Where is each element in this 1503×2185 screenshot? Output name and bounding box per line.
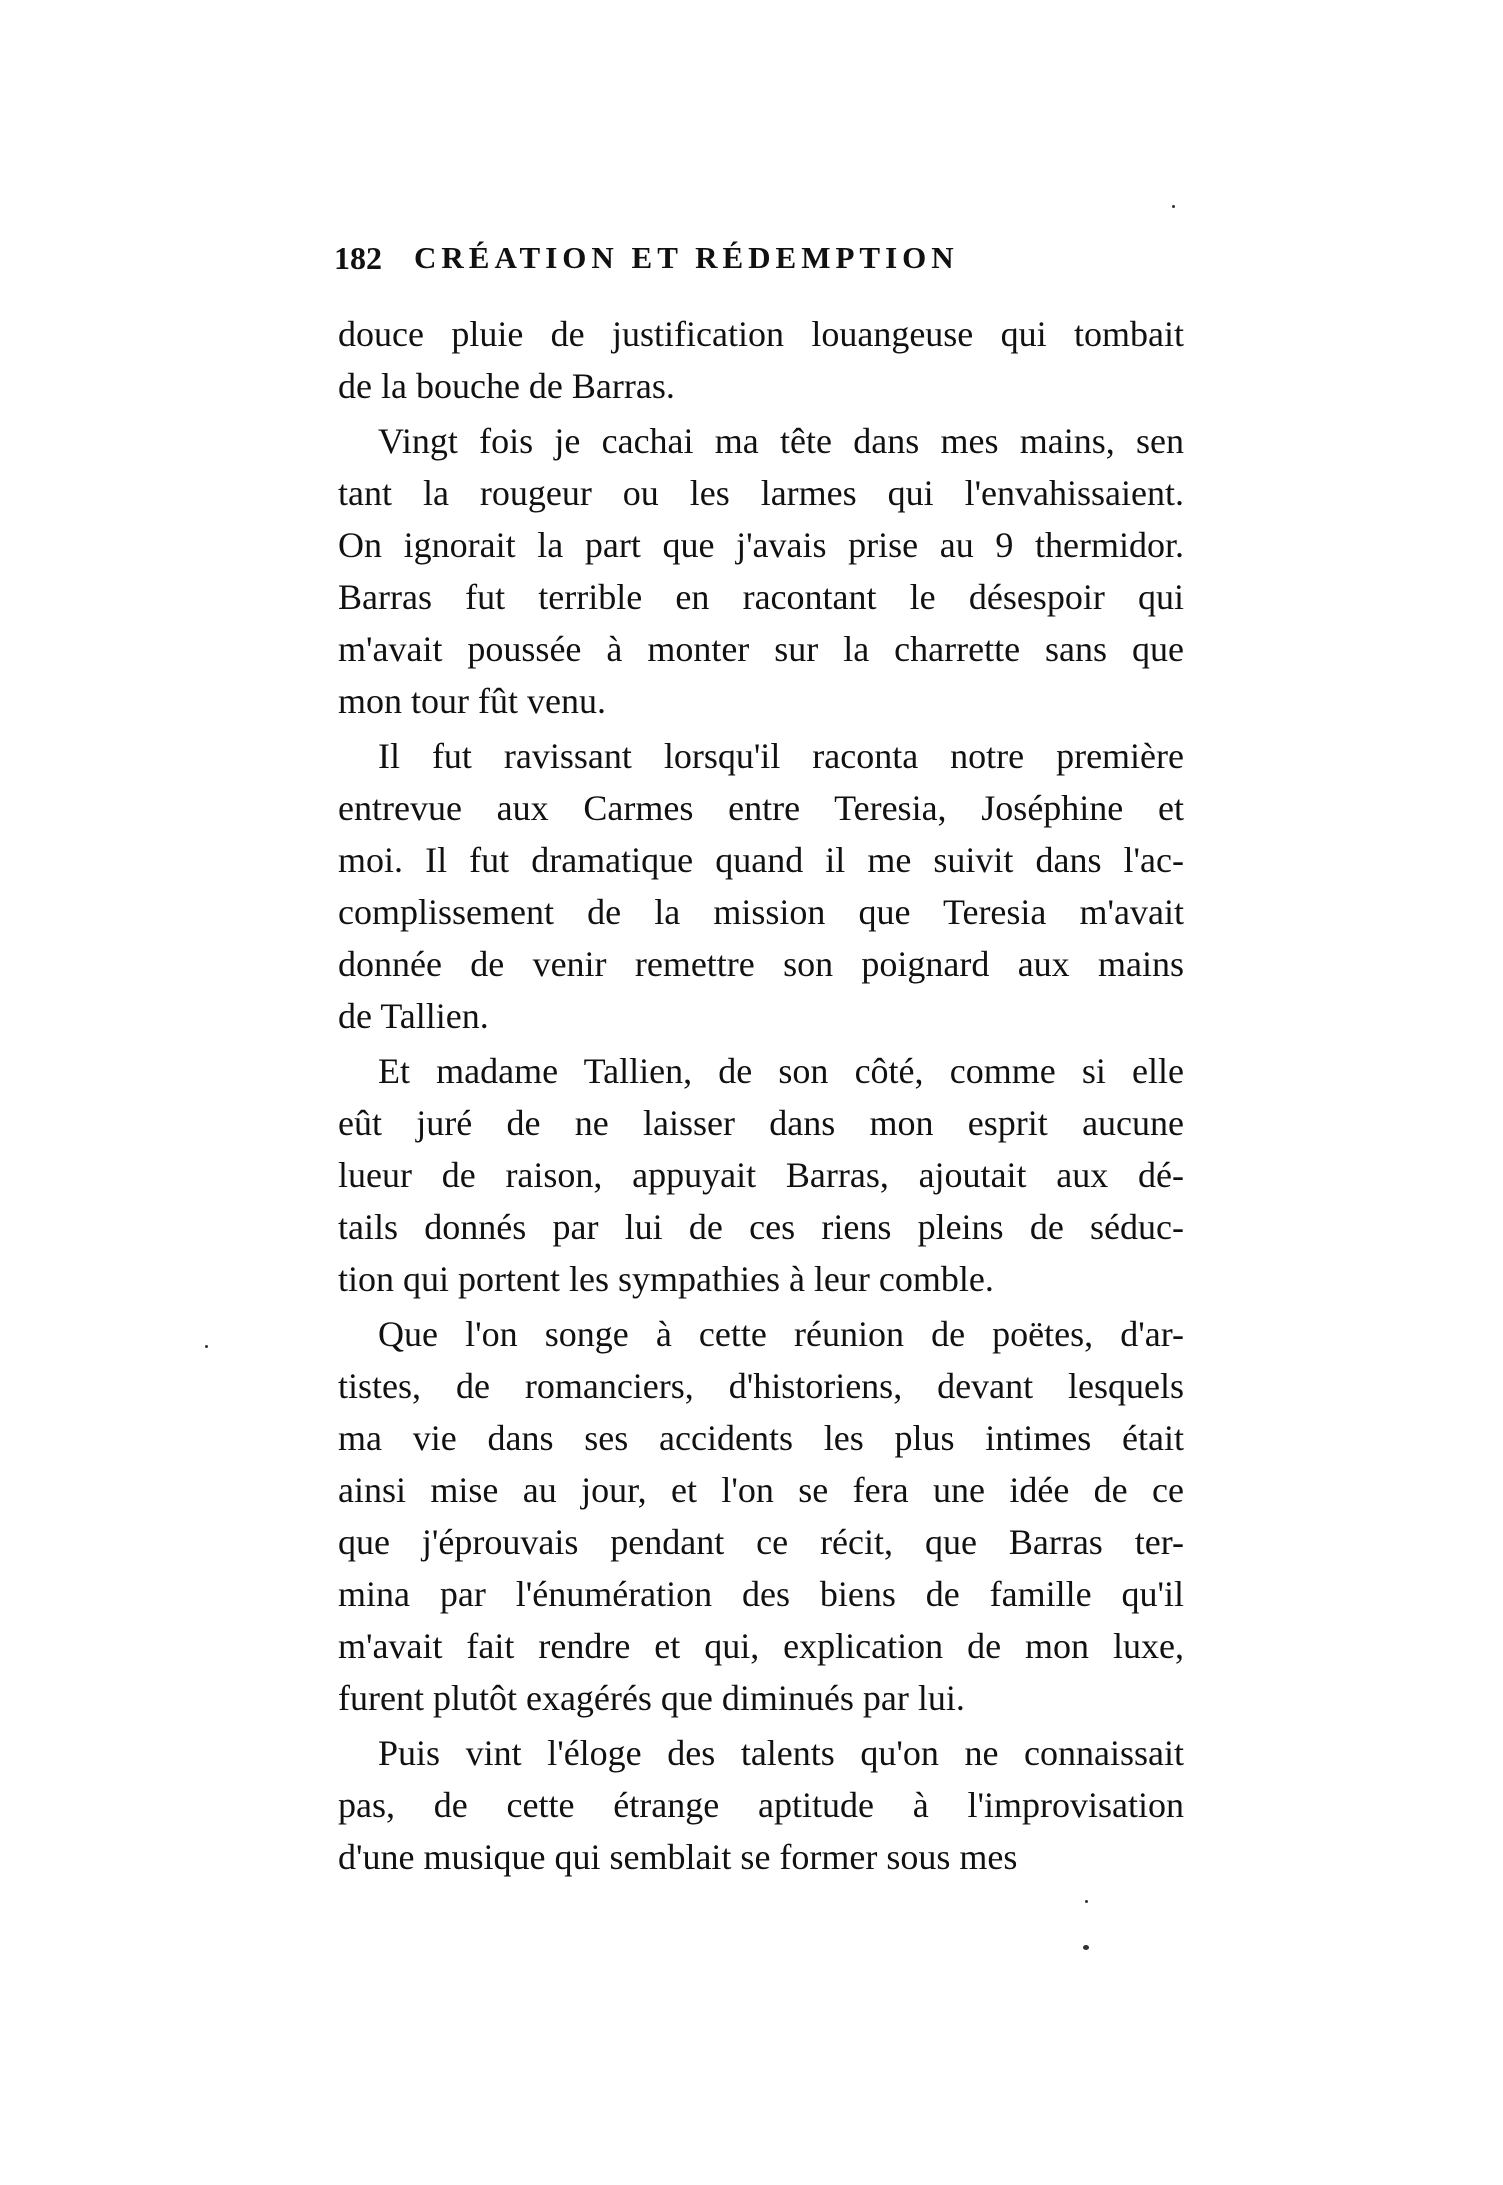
text-line: Que l'on songe à cette réunion de poëtes, d'ar- — [378, 1314, 1184, 1354]
scan-speck — [1083, 1945, 1089, 1950]
page-number: 182 — [334, 240, 382, 276]
text-line: tant la rougeur ou les larmes qui l'envahissaient. — [338, 473, 1184, 513]
text-line: que j'éprouvais pendant ce récit, que Barras ter- — [338, 1522, 1184, 1562]
text-line: Barras fut terrible en racontant le désespoir qui — [338, 577, 1184, 617]
scan-speck — [1085, 1900, 1088, 1903]
text-line: entrevue aux Carmes entre Teresia, Joséphine et — [338, 788, 1184, 828]
text-line: tails donnés par lui de ces riens pleins de séduc- — [338, 1207, 1184, 1247]
page-body — [338, 308, 1184, 1886]
text-line: douce pluie de justification louangeuse qui tombait — [338, 314, 1184, 354]
running-title: CRÉATION ET RÉDEMPTION — [414, 240, 959, 275]
text-line: de Tallien. — [338, 996, 489, 1036]
paragraph — [338, 415, 1184, 727]
text-line: donnée de venir remettre son poignard aux mains — [338, 944, 1184, 984]
running-header — [334, 240, 1104, 290]
text-line: eût juré de ne laisser dans mon esprit aucune — [338, 1103, 1184, 1143]
scan-speck — [1172, 205, 1175, 208]
text-line: pas, de cette étrange aptitude à l'improvisation — [338, 1785, 1184, 1825]
paragraph — [338, 1308, 1184, 1724]
text-line: m'avait poussée à monter sur la charrette sans que — [338, 629, 1184, 669]
scan-speck — [205, 1345, 208, 1348]
text-line: de la bouche de Barras. — [338, 366, 675, 406]
text-line: Vingt fois je cachai ma tête dans mes mains, sen — [378, 421, 1184, 461]
text-line: ma vie dans ses accidents les plus intimes était — [338, 1418, 1184, 1458]
text-line: mina par l'énumération des biens de famille qu'il — [338, 1574, 1184, 1614]
text-line: furent plutôt exagérés que diminués par lui. — [338, 1678, 965, 1718]
text-line: mon tour fût venu. — [338, 681, 606, 721]
text-line: tion qui portent les sympathies à leur comble. — [338, 1259, 994, 1299]
text-line: d'une musique qui semblait se former sous mes — [338, 1837, 1018, 1877]
paragraph — [338, 1727, 1184, 1883]
text-line: complissement de la mission que Teresia m'avait — [338, 892, 1184, 932]
text-line: Puis vint l'éloge des talents qu'on ne connaissait — [378, 1733, 1184, 1773]
text-line: Et madame Tallien, de son côté, comme si elle — [378, 1051, 1184, 1091]
text-line: m'avait fait rendre et qui, explication de mon luxe, — [338, 1626, 1184, 1666]
paragraph — [338, 308, 1184, 412]
text-line: On ignorait la part que j'avais prise au 9 thermidor. — [338, 525, 1184, 565]
text-line: Il fut ravissant lorsqu'il raconta notre première — [378, 736, 1184, 776]
text-line: ainsi mise au jour, et l'on se fera une idée de ce — [338, 1470, 1184, 1510]
paragraph — [338, 1045, 1184, 1305]
text-line: moi. Il fut dramatique quand il me suivit dans l'ac- — [338, 840, 1184, 880]
paragraph — [338, 730, 1184, 1042]
text-line: tistes, de romanciers, d'historiens, devant lesquels — [338, 1366, 1184, 1406]
text-line: lueur de raison, appuyait Barras, ajoutait aux dé- — [338, 1155, 1184, 1195]
